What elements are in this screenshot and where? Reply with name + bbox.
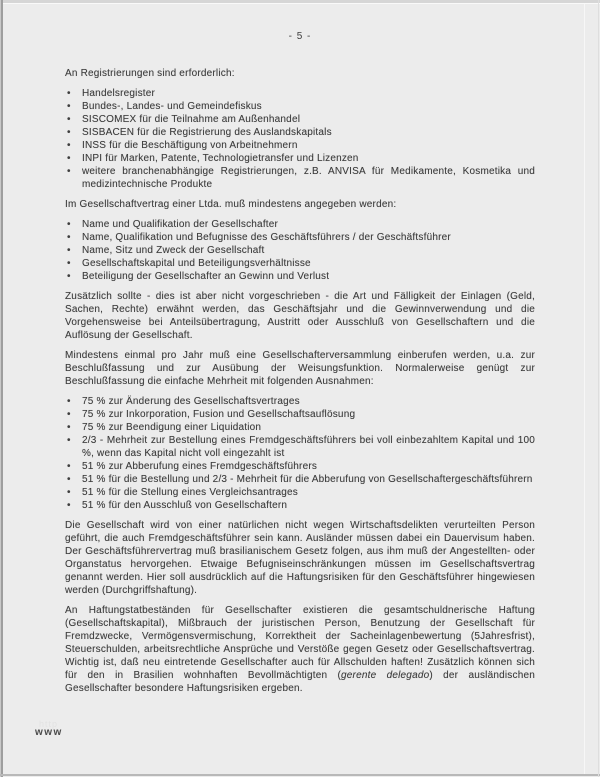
bullet-text: 51 % für die Bestellung und 2/3 - Mehrheit für die Abberufung von Gesellschaftergeschäftsführern: [82, 474, 533, 485]
bullet-item: [65, 244, 535, 257]
bullet-text: 75 % zur Inkorporation, Fusion und Gesellschaftsauflösung: [82, 409, 356, 420]
bullet-text: SISCOMEX für die Teilnahme am Außenhandel: [82, 114, 301, 125]
bullet-icon: •: [67, 245, 71, 256]
bullet-item: [65, 87, 535, 100]
paragraph-italic-segment: gerente delegado: [341, 670, 430, 681]
bullet-text: Gesellschaftskapital und Beteiligungsverhältnisse: [82, 258, 311, 269]
page-right-edge: [598, 0, 599, 777]
bullet-icon: •: [67, 166, 71, 177]
bullet-icon: •: [67, 219, 71, 230]
page-number: - 5 -: [288, 31, 312, 42]
watermark-http-faint: http: [39, 719, 59, 729]
bullet-icon: •: [67, 101, 71, 112]
bullet-item: [65, 126, 535, 139]
paragraph: [65, 349, 535, 388]
bullet-icon: •: [67, 153, 71, 164]
bullet-item: [65, 100, 535, 113]
bullet-text: weitere branchenabhängige Registrierungen, z.B. ANVISA für Medikamente, Kosmetika und medizintechnische Produkte: [82, 166, 535, 190]
bullet-icon: •: [67, 271, 71, 282]
paragraph-text: ) der ausländischen Gesellschafter besondere Haftungsrisiken ergeben.: [65, 670, 535, 694]
bullet-text: 51 % für die Stellung eines Vergleichsantrages: [82, 487, 298, 498]
bullet-text: INSS für die Beschäftigung von Arbeitnehmern: [82, 140, 298, 151]
bullet-icon: •: [67, 114, 71, 125]
bullet-icon: •: [67, 88, 71, 99]
paragraph-text: An Registrierungen sind erforderlich:: [65, 68, 235, 79]
bullet-item: [65, 165, 535, 191]
bullet-text: Name, Sitz und Zweck der Gesellschaft: [82, 245, 265, 256]
bullet-icon: •: [67, 140, 71, 151]
bullet-item: [65, 499, 535, 512]
bullet-icon: •: [67, 422, 71, 433]
bullet-text: Handelsregister: [82, 88, 156, 99]
page-left-edge: [1, 0, 3, 777]
bullet-icon: •: [67, 127, 71, 138]
bullet-text: Bundes-, Landes- und Gemeindefiskus: [82, 101, 262, 112]
bullet-item: [65, 473, 535, 486]
bullet-text: 75 % zur Änderung des Gesellschaftsvertrages: [82, 396, 300, 407]
bullet-item: [65, 460, 535, 473]
bullet-icon: •: [67, 435, 71, 446]
page-bottom-edge: [0, 774, 600, 776]
bullet-text: 51 % zur Abberufung eines Fremdgeschäftsführers: [82, 461, 318, 472]
bullet-icon: •: [67, 487, 71, 498]
watermark-www: www: [35, 727, 63, 738]
bullet-text: 75 % zur Beendigung einer Liquidation: [82, 422, 262, 433]
bullet-icon: •: [67, 232, 71, 243]
bullet-item: [65, 152, 535, 165]
bullet-item: [65, 408, 535, 421]
paragraph: [65, 198, 535, 211]
bullet-item: [65, 139, 535, 152]
paragraph: [65, 290, 535, 342]
bullet-text: Beteiligung der Gesellschafter an Gewinn und Verlust: [82, 271, 330, 282]
paragraph-text: Zusätzlich sollte - dies ist aber nicht vorgeschrieben - die Art und Fälligkeit der Einlagen (Geld, Sachen, Rechte) erwähnt werden, das Geschäftsjahr und die Gewinnverwendung und die Vorgehensweise bei Anteilsübertragung, Austritt oder Ausschluß von Gesellschaftern und die Auflösung der Gesellschaft.: [65, 291, 535, 341]
bullet-item: [65, 231, 535, 244]
bullet-item: [65, 434, 535, 460]
page-top-edge: [0, 0, 600, 4]
bullet-list: [65, 87, 535, 191]
paragraph-text: Im Gesellschaftvertrag einer Ltda. muß mindestens angegeben werden:: [65, 199, 397, 210]
paragraph: [65, 67, 535, 80]
bullet-text: Name, Qualifikation und Befugnisse des Geschäftsführers / der Geschäftsführer: [82, 232, 451, 243]
page-right-fold-line: [584, 4, 585, 774]
bullet-item: [65, 395, 535, 408]
paragraph-text: An Haftungstatbeständen für Gesellschafter existieren die gesamtschuldnerische Haftung (Gesellschaftskapital), Mißbrauch der juristischen Person, Benutzung der Gesellschaft für Fremdzwecke, Vermögensvermischung, Korrektheit der Sacheinlagenbewertung (5Jahresfrist), Steuerschulden, arbeitsrechtliche Ansprüche und Verstöße gegen Gesetz oder Gesellschaftsvertrag. Wichtig ist, daß neu eintretende Gesellschafter auch für Allschulden haften! Zusätzlich können sich für den in Brasilien wohnhaften Bevollmächtigten (: [65, 605, 535, 681]
bullet-icon: •: [67, 461, 71, 472]
bullet-text: Name und Qualifikation der Gesellschafter: [82, 219, 279, 230]
bullet-item: [65, 257, 535, 270]
document-body: [65, 67, 535, 702]
paragraph: [65, 519, 535, 597]
bullet-icon: •: [67, 258, 71, 269]
bullet-icon: •: [67, 396, 71, 407]
bullet-item: [65, 421, 535, 434]
bullet-text: SISBACEN für die Registrierung des Auslandskapitals: [82, 127, 332, 138]
bullet-text: 2/3 - Mehrheit zur Bestellung eines Fremdgeschäftsführers bei voll einbezahltem Kapital und 100 %, wenn das Kapital nicht voll eingezahlt ist: [82, 435, 535, 459]
bullet-text: 51 % für den Ausschluß von Gesellschaftern: [82, 500, 288, 511]
paragraph-text: Mindestens einmal pro Jahr muß eine Gesellschafterversammlung einberufen werden, u.a. zur Beschlußfassung und zur Ausübung der Weisungsfunktion. Normalerweise genügt zur Beschlußfassung die einfache Mehrheit mit folgenden Ausnahmen:: [65, 350, 535, 387]
bullet-item: [65, 486, 535, 499]
bullet-text: INPI für Marken, Patente, Technologietransfer und Lizenzen: [82, 153, 359, 164]
bullet-list: [65, 395, 535, 512]
bullet-list: [65, 218, 535, 283]
bullet-item: [65, 218, 535, 231]
bullet-icon: •: [67, 409, 71, 420]
bullet-item: [65, 113, 535, 126]
paragraph: [65, 604, 535, 695]
bullet-icon: •: [67, 474, 71, 485]
watermark: [35, 719, 63, 738]
bullet-icon: •: [67, 500, 71, 511]
paragraph-text: Die Gesellschaft wird von einer natürlichen nicht wegen Wirtschaftsdelikten verurteilten Person geführt, die auch Fremdgeschäftsführer sein kann. Ausländer müssen dabei ein Dauervisum haben. Der Geschäftsführervertrag muß brasilianischem Gesetz folgen, aus ihm muß der Angestellten- oder Organstatus hervorgehen. Etwaige Befugniseinschränkungen müssen im Gesellschaftsvertrag genannt werden. Hier soll ausdrücklich auf die Haftungsrisiken für den Geschäftsführer hingewiesen werden (Durchgriffshaftung).: [65, 520, 535, 596]
bullet-item: [65, 270, 535, 283]
